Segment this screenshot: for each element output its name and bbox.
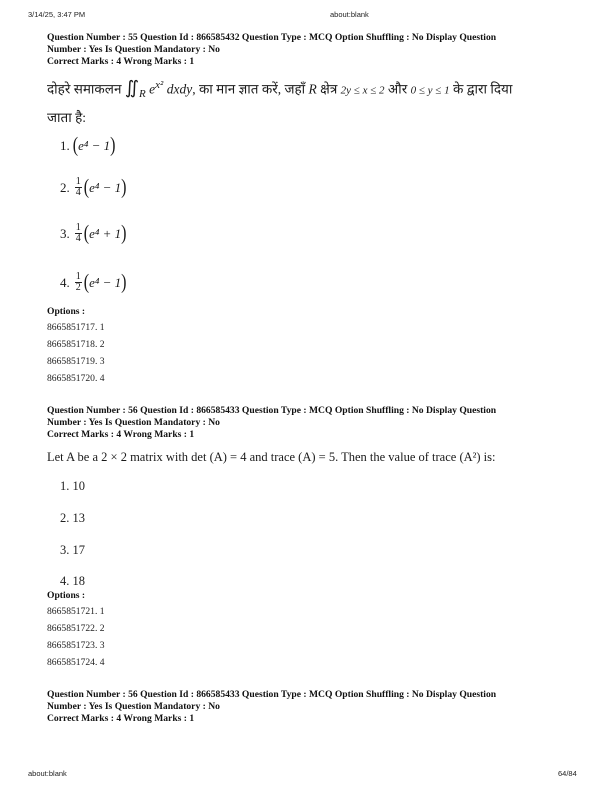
q55-text-c: क्षेत्र: [320, 81, 338, 97]
q55-text-b: , का मान ज्ञात करें, जहाँ: [192, 81, 306, 97]
q55-text-d: और: [387, 81, 408, 97]
condition-1: 2y ≤ x ≤ 2: [340, 84, 385, 97]
q55-option-4: 4. $\frac{1}{2}$ ( e⁴ − 1 ): [60, 270, 127, 294]
q55-text-f: जाता है:: [47, 110, 86, 126]
region-subscript: R: [139, 88, 146, 101]
q56-options-label: Options :: [47, 590, 86, 601]
fraction-denominator: 4: [75, 233, 81, 244]
double-integral-symbol: ∬: [124, 77, 140, 98]
q55-question-text: [47, 73, 587, 130]
fraction-numerator: 1: [75, 271, 81, 282]
option-expression: e⁴ − 1: [78, 138, 111, 153]
page-number: 64/84: [558, 769, 577, 778]
q56b-marks: Correct Marks : 4 Wrong Marks : 1: [47, 713, 195, 724]
fraction-numerator: 1: [75, 222, 81, 233]
q55-option-1: 1. ( e⁴ − 1 ): [60, 133, 116, 157]
q56-option-3: 3. 17: [60, 543, 85, 557]
option-number: 3.: [60, 225, 70, 241]
fraction-denominator: 2: [75, 282, 81, 293]
q56-option-id-2: 8665851722. 2: [47, 623, 105, 634]
exp-power: x²: [155, 79, 164, 91]
option-fraction: [75, 272, 82, 293]
q56-marks: Correct Marks : 4 Wrong Marks : 1: [47, 429, 195, 440]
q55-option-2: 2. $\frac{1}{4}$ ( e⁴ − 1 ): [60, 175, 127, 199]
q55-meta: [47, 32, 577, 68]
q55-option-id-3: 8665851719. 3: [47, 356, 105, 367]
option-expression: e⁴ + 1: [89, 225, 122, 241]
option-fraction: [75, 223, 82, 244]
q56-option-4: 4. 18: [60, 574, 85, 588]
option-fraction: [75, 177, 82, 198]
condition-2: 0 ≤ y ≤ 1: [410, 84, 450, 97]
q55-option-id-1: 8665851717. 1: [47, 322, 105, 333]
q55-option-3: 3. $\frac{1}{4}$ ( e⁴ + 1 ): [60, 221, 127, 245]
q56-meta-line1: Question Number : 56 Question Id : 866585433 Question Type : MCQ Option Shuffling : No Display Question: [47, 405, 497, 416]
q56-meta-line2: Number : Yes Is Question Mandatory : No: [47, 417, 220, 428]
q56b-meta-line2: Number : Yes Is Question Mandatory : No: [47, 701, 220, 712]
option-expression: e⁴ − 1: [89, 274, 122, 290]
q55-option-id-4: 8665851720. 4: [47, 373, 105, 384]
print-datetime: 3/14/25, 3:47 PM: [28, 10, 86, 19]
q56-option-id-1: 8665851721. 1: [47, 606, 105, 617]
region-r: R: [308, 81, 317, 97]
print-title: about:blank: [330, 10, 369, 19]
fraction-numerator: 1: [75, 176, 81, 187]
q56-meta: [47, 405, 577, 441]
option-number: 2.: [60, 179, 70, 195]
q55-text-a: दोहरे समाकलन: [47, 81, 122, 97]
q56-question-text: Let A be a 2 × 2 matrix with det (A) = 4 and trace (A) = 5. Then the value of trace (A²) is:: [47, 450, 496, 464]
q56b-meta: [47, 689, 577, 725]
q56b-meta-line1: Question Number : 56 Question Id : 866585433 Question Type : MCQ Option Shuffling : No Display Question: [47, 689, 497, 700]
q56-option-1: 1. 10: [60, 479, 85, 493]
q56-option-2: 2. 13: [60, 511, 85, 525]
q55-text-e: के द्वारा दिया: [452, 81, 513, 97]
q55-option-id-2: 8665851718. 2: [47, 339, 105, 350]
differential: dxdy: [166, 81, 193, 97]
q56-option-id-4: 8665851724. 4: [47, 657, 105, 668]
fraction-denominator: 4: [75, 187, 81, 198]
option-expression: e⁴ − 1: [89, 179, 122, 195]
q56-option-id-3: 8665851723. 3: [47, 640, 105, 651]
exp-base: e: [149, 81, 156, 97]
option-number: 4.: [60, 274, 70, 290]
q55-options-label: Options :: [47, 306, 86, 317]
q55-meta-line1: Question Number : 55 Question Id : 866585432 Question Type : MCQ Option Shuffling : No Display Question: [47, 32, 497, 43]
footer-url: about:blank: [28, 769, 67, 778]
q55-meta-line2: Number : Yes Is Question Mandatory : No: [47, 44, 220, 55]
option-number: 1.: [60, 138, 70, 153]
q55-marks: Correct Marks : 4 Wrong Marks : 1: [47, 56, 195, 67]
